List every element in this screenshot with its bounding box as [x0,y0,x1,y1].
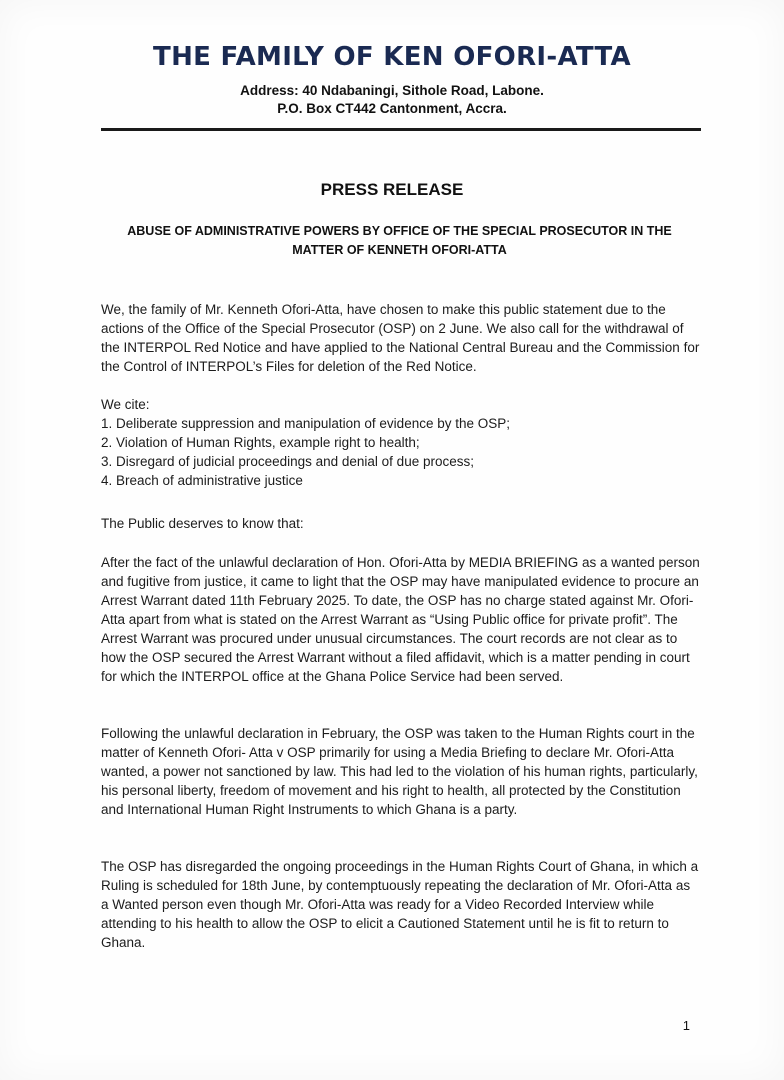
press-release-subtitle: ABUSE OF ADMINISTRATIVE POWERS BY OFFICE OF THE SPECIAL PROSECUTOR IN THE MATTER OF KENNETH OFORI-ATTA [127,224,672,257]
header-divider [101,128,701,131]
disregard-paragraph [101,857,701,952]
citations-section [101,395,701,490]
warrant-paragraph [101,553,701,686]
page-number: 1 [682,1018,690,1033]
list-item: 3. Disregard of judicial proceedings and denial of due process; [101,454,474,469]
press-release-title: PRESS RELEASE [320,180,464,199]
rights-paragraph [101,724,701,819]
intro-text: We, the family of Mr. Kenneth Ofori-Atta, have chosen to make this public statement due to the actions of the Office of the Special Prosecutor (OSP) on 2 June. We also call for the withdrawal of the INTERPOL Red Notice and have applied to the National Central Bureau and the Commission for the Control of INTERPOL’s Files for deletion of the Red Notice. [101,302,700,374]
list-item: 4. Breach of administrative justice [101,473,303,488]
intro-paragraph [101,300,701,376]
citations-list [101,414,701,490]
letterhead-title: THE FAMILY OF KEN OFORI-ATTA [153,42,631,72]
address-line-2: P.O. Box CT442 Cantonment, Accra. [277,101,507,116]
cite-heading: We cite: [101,397,150,412]
warrant-text: After the fact of the unlawful declaration of Hon. Ofori-Atta by MEDIA BRIEFING as a wanted person and fugitive from justice, it came to light that the OSP may have manipulated evidence to procure an Arrest Warrant dated 11th February 2025. To date, the OSP has no charge stated against Mr. Ofori-Atta apart from what is stated on the Arrest Warrant as “Using Public office for private profit”. The Arrest Warrant was procured under unusual circumstances. The court records are not clear as to how the OSP secured the Arrest Warrant without a filed affidavit, which is a matter pending in court for which the INTERPOL office at the Ghana Police Service had been served. [101,555,700,684]
rights-text: Following the unlawful declaration in February, the OSP was taken to the Human Rights court in the matter of Kenneth Ofori- Atta v OSP primarily for using a Media Briefing to declare Mr. Ofori-Atta wanted, a power not sanctioned by law. This had led to the violation of his human rights, particularly, his personal liberty, freedom of movement and his right to health, all protected by the Constitution and International Human Right Instruments to which Ghana is a party. [101,726,698,817]
list-item: 1. Deliberate suppression and manipulation of evidence by the OSP; [101,416,511,431]
disregard-text: The OSP has disregarded the ongoing proceedings in the Human Rights Court of Ghana, in which a Ruling is scheduled for 18th June, by contemptuously repeating the declaration of Mr. Ofori-Atta as a Wanted person even though Mr. Ofori-Atta was ready for a Video Recorded Interview while attending to his health to allow the OSP to elicit a Cautioned Statement until he is fit to return to Ghana. [101,859,699,950]
public-heading: The Public deserves to know that: [101,516,304,531]
address-line-1: Address: 40 Ndabaningi, Sithole Road, Labone. [240,83,544,98]
public-heading-block [101,514,701,533]
list-item: 2. Violation of Human Rights, example right to health; [101,435,420,450]
